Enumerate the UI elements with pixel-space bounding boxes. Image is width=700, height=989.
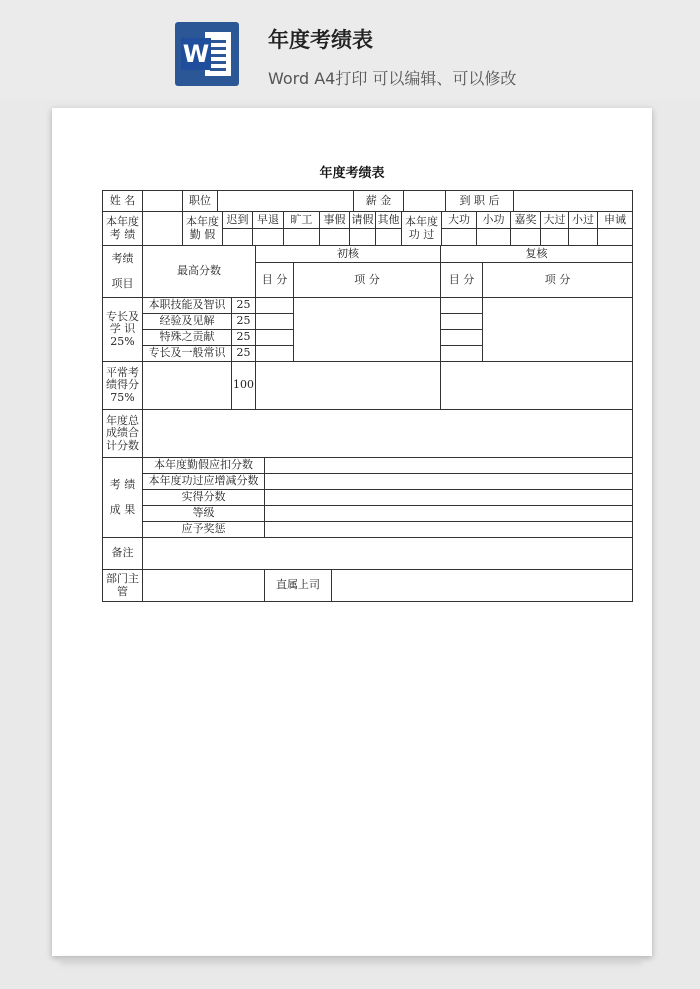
page-shadow — [60, 958, 642, 968]
initial-item-score-header: 项 分 — [294, 263, 441, 298]
review-mu-score-header: 目 分 — [441, 263, 483, 298]
header — [0, 0, 700, 100]
salary-value[interactable] — [404, 191, 446, 212]
expertise-item: 特殊之贡献 — [143, 330, 232, 346]
expertise-score: 25 — [232, 314, 256, 330]
scoring-table — [102, 245, 633, 458]
attendance-value[interactable] — [350, 229, 376, 246]
expertise-score: 25 — [232, 330, 256, 346]
attendance-item: 事假 — [320, 212, 350, 229]
result-value[interactable] — [265, 474, 633, 490]
word-icon — [175, 22, 239, 86]
regular-score-label: 平常考绩得分 75% — [103, 362, 143, 410]
expertise-item: 经验及见解 — [143, 314, 232, 330]
attendance-item: 旷工 — [284, 212, 320, 229]
dept-head-signature[interactable] — [143, 570, 265, 602]
second-review-header: 复核 — [441, 246, 633, 263]
result-value[interactable] — [265, 458, 633, 474]
evaluation-item-header: 考绩 项目 — [103, 246, 143, 298]
merit-value[interactable] — [569, 229, 598, 246]
result-item: 本年度功过应增减分数 — [143, 474, 265, 490]
merit-value[interactable] — [442, 229, 477, 246]
initial-mu-score-cell[interactable] — [256, 346, 294, 362]
hire-date-value[interactable] — [514, 191, 633, 212]
info-row — [102, 190, 633, 212]
regular-initial-cell[interactable] — [256, 362, 441, 410]
merit-value[interactable] — [541, 229, 569, 246]
result-item: 实得分数 — [143, 490, 265, 506]
merit-value[interactable] — [511, 229, 541, 246]
regular-max-score: 100 — [232, 362, 256, 410]
merit-value[interactable] — [598, 229, 633, 246]
expertise-label: 专长及学 识 25% — [103, 298, 143, 362]
attendance-item: 迟到 — [223, 212, 253, 229]
initial-item-score-cell[interactable] — [294, 298, 441, 362]
remarks-value[interactable] — [143, 538, 633, 570]
name-value[interactable] — [143, 191, 183, 212]
attendance-item: 请假 — [350, 212, 376, 229]
attendance-value[interactable] — [253, 229, 284, 246]
attendance-item: 早退 — [253, 212, 284, 229]
review-item-score-cell[interactable] — [483, 298, 633, 362]
merit-item: 小过 — [569, 212, 598, 229]
merit-label: 本年度功 过 — [402, 212, 442, 246]
result-value[interactable] — [265, 490, 633, 506]
results-table — [102, 457, 633, 570]
merit-item: 申诫 — [598, 212, 633, 229]
annual-evaluation-value[interactable] — [143, 212, 183, 246]
position-label: 职位 — [183, 191, 218, 212]
initial-mu-score-cell[interactable] — [256, 314, 294, 330]
initial-mu-score-header: 目 分 — [256, 263, 294, 298]
merit-item: 大功 — [442, 212, 477, 229]
merit-item: 嘉奖 — [511, 212, 541, 229]
total-score-label: 年度总成绩合计分数 — [103, 410, 143, 458]
page-subtitle: Word A4打印 可以编辑、可以修改 — [268, 69, 517, 88]
word-letter: W — [182, 40, 210, 68]
document-page — [52, 108, 652, 956]
regular-score-blank[interactable] — [143, 362, 232, 410]
annual-evaluation-label: 本年度考 绩 — [103, 212, 143, 246]
initial-mu-score-cell[interactable] — [256, 298, 294, 314]
initial-review-header: 初核 — [256, 246, 441, 263]
attendance-item: 其他 — [376, 212, 402, 229]
document-title: 年度考绩表 — [319, 166, 385, 181]
result-value[interactable] — [265, 522, 633, 538]
merit-item: 大过 — [541, 212, 569, 229]
name-label: 姓 名 — [103, 191, 143, 212]
max-score-header: 最高分数 — [143, 246, 256, 298]
attendance-value[interactable] — [223, 229, 253, 246]
attendance-row — [102, 211, 633, 246]
dept-head-label: 部门主管 — [103, 570, 143, 602]
hire-date-label: 到 职 后 — [446, 191, 514, 212]
salary-label: 薪 金 — [354, 191, 404, 212]
page-title: 年度考绩表 — [268, 28, 373, 52]
results-label: 考 绩 成 果 — [103, 458, 143, 538]
regular-review-cell[interactable] — [441, 362, 633, 410]
result-value[interactable] — [265, 506, 633, 522]
expertise-item: 本职技能及智识 — [143, 298, 232, 314]
signature-row — [102, 569, 633, 602]
merit-value[interactable] — [477, 229, 511, 246]
leave-label: 本年度勤 假 — [183, 212, 223, 246]
merit-item: 小功 — [477, 212, 511, 229]
attendance-value[interactable] — [320, 229, 350, 246]
expertise-item: 专长及一般常识 — [143, 346, 232, 362]
direct-superior-signature[interactable] — [332, 570, 633, 602]
attendance-value[interactable] — [284, 229, 320, 246]
total-score-value[interactable] — [143, 410, 633, 458]
attendance-value[interactable] — [376, 229, 402, 246]
review-mu-score-cell[interactable] — [441, 298, 483, 314]
remarks-label: 备注 — [103, 538, 143, 570]
initial-mu-score-cell[interactable] — [256, 330, 294, 346]
review-item-score-header: 项 分 — [483, 263, 633, 298]
expertise-score: 25 — [232, 346, 256, 362]
direct-superior-label: 直属上司 — [265, 570, 332, 602]
review-mu-score-cell[interactable] — [441, 346, 483, 362]
position-value[interactable] — [218, 191, 354, 212]
result-item: 应予奖惩 — [143, 522, 265, 538]
result-item: 本年度勤假应扣分数 — [143, 458, 265, 474]
evaluation-form — [102, 190, 633, 602]
expertise-score: 25 — [232, 298, 256, 314]
review-mu-score-cell[interactable] — [441, 314, 483, 330]
review-mu-score-cell[interactable] — [441, 330, 483, 346]
result-item: 等级 — [143, 506, 265, 522]
